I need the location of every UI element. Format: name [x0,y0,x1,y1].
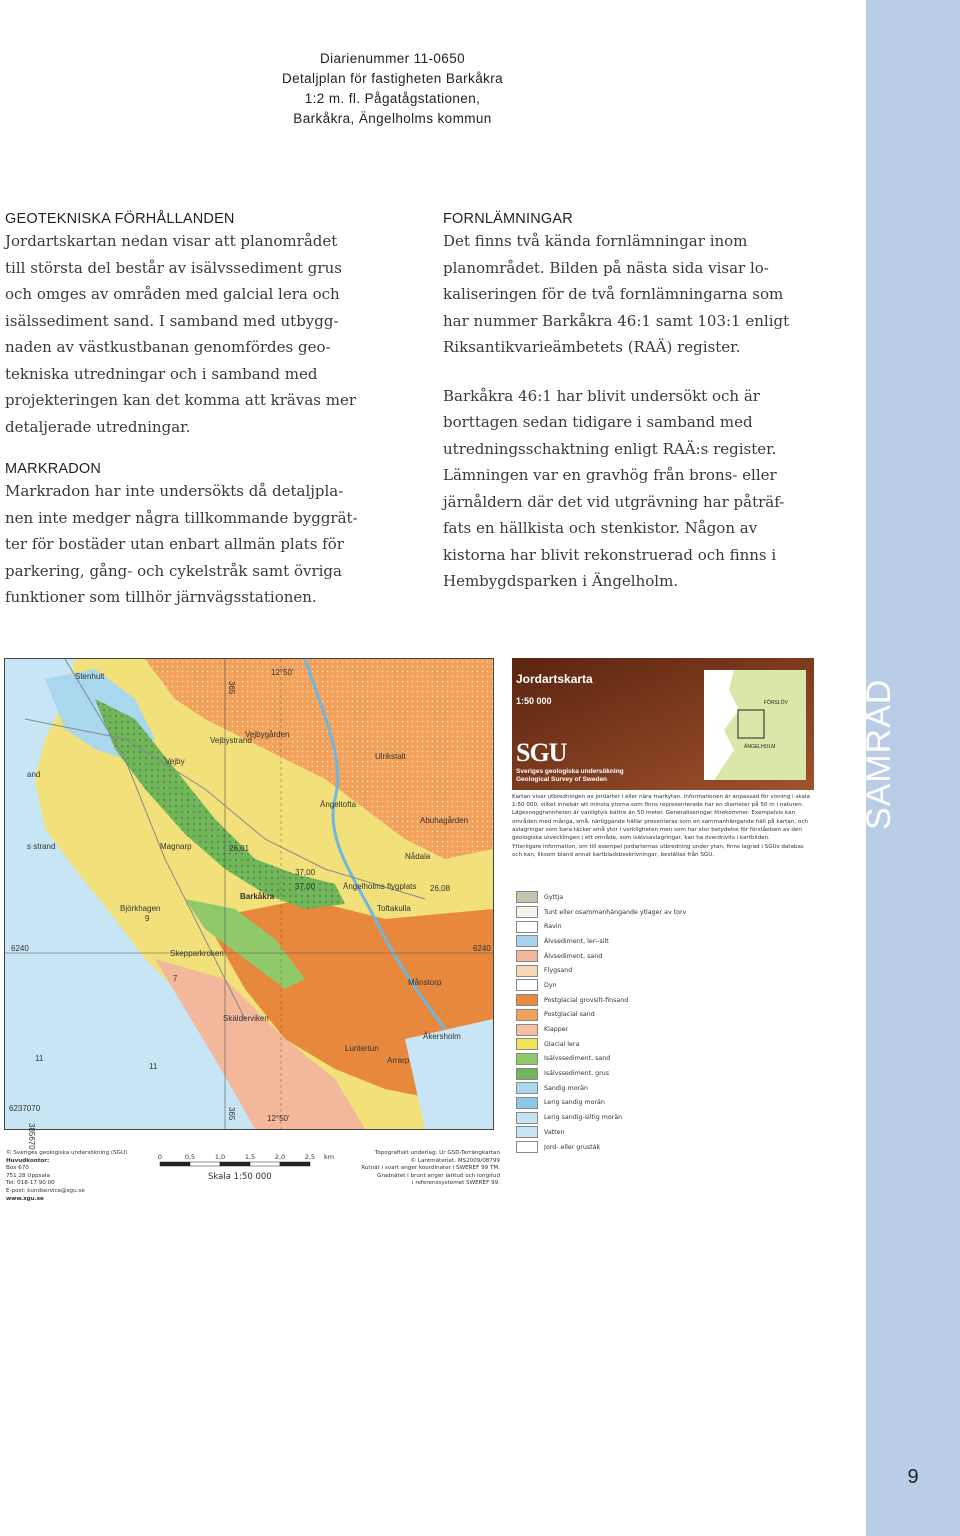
text-line: detaljerade utredningar. [5,417,191,436]
scale-tick-label: 0 [157,1153,163,1161]
topo-line: i referenssystemet SWEREF 99. [411,1180,500,1187]
legend-item [516,919,746,934]
sgu-name-en: Geological Survey of Sweden [516,776,608,783]
legend-desc-p2: Ytterligare information, om till exempel jordarternas utbredning under ytan, finns lagrad i SGUs databas och kan, liksom bland annat kartbladsbeskrivningar, beställas från SGU. [512,844,804,859]
inset-frame [738,710,764,738]
place-abuhagarden: Abuhagården [420,816,469,825]
legend-swatch [516,965,538,977]
geotechnical-heading: GEOTEKNISKA FÖRHÅLLANDEN [5,211,235,227]
text-line: kistorna har blivit rekonstruerad och finns i [443,545,777,564]
grid-label-bottom: 365 [227,1107,236,1121]
right-column [443,210,853,595]
legend-item [516,1081,746,1096]
legend-swatch [516,1038,538,1050]
legend-label: Tunt eller osammanhängande ytlager av torv [544,908,687,916]
legend-label: Sandig morän [544,1084,589,1092]
legend-item [516,1022,746,1037]
legend-swatch [516,1009,538,1021]
legend-swatch [516,1068,538,1080]
soil-map-graphic [5,659,493,1150]
legend-item [516,963,746,978]
text-line: Riksantikvarieämbetets (RAÄ) register. [443,338,741,356]
scale-bar [150,1150,350,1190]
scale-segment [190,1162,220,1166]
place-vejby: Vejby [165,757,185,766]
scale-unit: km [324,1153,335,1161]
text-line: Hembygdsparken i Ängelholm. [443,572,679,590]
depth-9: 9 [145,914,150,923]
place-angelholms-flygplats: Ängelholms flygplats [343,882,417,891]
legend-swatch [516,921,538,933]
heritage-text-1 [443,228,853,361]
legend-swatch [516,1141,538,1153]
credit-line: 751 28 Uppsala [6,1172,50,1179]
place-skepparkroken: Skepparkroken [170,949,224,958]
place-angeltofta: Ängeltofta [320,800,357,809]
legend-label: Klapper [544,1026,569,1034]
scale-tick-label: 1,0 [214,1153,226,1161]
place-arrarp: Arrarp [387,1056,410,1065]
legend-label: Isälvssediment, grus [544,1070,609,1078]
credit-line: Huvudkontor: [6,1157,50,1164]
legend-item [516,1008,746,1023]
radon-heading: MARKRADON [5,461,102,477]
place-barkakra: Barkåkra [240,892,275,901]
soil-map [4,658,494,1150]
topo-line: © Lantmäteriet. MS2009/08799 [410,1157,500,1164]
text-line: Jordartskartan nedan visar att planområdet [5,232,338,250]
legend-label: Postglacial grovsilt-finsand [544,996,629,1004]
text-line: projekteringen kan det komma att krävas mer [5,391,356,409]
legend-label: Flygsand [544,967,573,975]
legend-item [516,1052,746,1067]
legend-label: Älvsediment, sand [544,952,603,960]
legend-label: Lerig sandig morän [544,1099,605,1107]
heritage-heading: FORNLÄMNINGAR [443,211,573,227]
place-skalderviken: Skälderviken [223,1014,269,1023]
place-nadala: Nådala [405,852,431,861]
text-line: parkering, gång- och cykelstråk samt övriga [5,561,342,580]
topo-credit [360,1150,500,1188]
elev-2608: 26,08 [430,884,451,893]
place-strand: s strand [27,842,56,851]
legend-swatch [516,891,538,903]
legend-label: Postglacial sand [544,1011,595,1019]
legend-swatch [516,1112,538,1124]
credit-block [6,1150,127,1203]
text-line: borttagen sedan tidigare i samband med [443,413,753,431]
legend-swatch [516,979,538,991]
legend-item [516,890,746,905]
document-header [250,49,535,129]
legend-swatch [516,906,538,918]
text-line: och omges av områden med galcial lera och [5,285,340,303]
text-line: ter för bostäder utan enbart allmän plats för [5,535,344,553]
legend-swatch [516,1082,538,1094]
legend-label: Älvsediment, ler--silt [544,937,609,945]
text-line: nen inte medger några tillkommande byggrät- [5,508,358,527]
place-manstorp: Månstorp [408,978,442,987]
left-column [5,210,410,611]
legend-item [516,949,746,964]
legend-swatch [516,1097,538,1109]
samrad-stamp: SAMRÅD [860,678,898,830]
header-line-2: Detaljplan för fastigheten Barkåkra [281,71,504,86]
depth-11a: 11 [35,1054,44,1063]
elev-3700b: 37,00 [295,868,316,877]
legend-item [516,1066,746,1081]
place-bjorkhagen: Björkhagen [120,904,161,913]
legend-swatch [516,1126,538,1138]
text-line: utredningsschaktning enligt RAÄ:s register. [443,439,777,458]
text-line: isälssediment sand. I samband med utbygg- [5,311,339,330]
scale-tick-label: 2,5 [304,1153,316,1161]
credit-line: E-post: kundservice@sgu.se [6,1187,85,1194]
header-line-4: Barkåkra, Ängelholms kommun [293,111,492,126]
legend-title: Jordartskarta [516,672,593,686]
grid-label-right: 6240 [473,944,491,953]
credit-line: www.sgu.se [6,1195,44,1202]
credit-line: Box 670 [6,1165,29,1172]
place-magnarp: Magnarp [160,842,192,851]
scale-segment [220,1162,250,1166]
credit-line: © Sveriges geologiska undersökning (SGU) [6,1150,128,1156]
topo-line: Rutnät i svart anger koordinater i SWEREF 99 TM. [361,1165,500,1172]
place-vejbygarden: Vejbygården [245,730,290,739]
text-line: kaliseringen för de två fornlämningarna som [443,285,784,303]
topo-line: Gradnätet i brunt anger latitud och longitud [376,1172,500,1179]
corner-coord-x: 385670 [27,1123,36,1150]
legend-item [516,1125,746,1140]
inset-map-graphic [704,670,806,780]
inset-label-forslov: FÖRSLÖV [764,700,788,706]
text-line: tekniska utredningar och i samband med [5,364,318,383]
text-line: Barkåkra 46:1 har blivit undersökt och är [443,386,760,405]
legend-item [516,1140,746,1155]
corner-coord-y: 6237070 [9,1104,41,1113]
legend-swatch [516,935,538,947]
text-line: naden av västkustbanan genomfördes geo- [5,338,331,356]
sgu-logo: SGU [516,738,567,767]
scale-label: Skala 1:50 000 [208,1172,272,1182]
legend-item [516,993,746,1008]
scale-segment [280,1162,310,1166]
scale-segment [160,1162,190,1166]
scale-segment [250,1162,280,1166]
text-line: fats en hällkista och stenkistor. Någon av [443,519,758,537]
topo-line: Topografiskt underlag: Ur GSD-Terrängkartan [374,1150,500,1156]
place-akersholm: Åkersholm [423,1032,461,1041]
elev-3700: 37,00 [295,882,316,891]
legend-swatch [516,1053,538,1065]
header-line-3: 1:2 m. fl. Pågatågstationen, [304,91,481,106]
legend-label: Isälvssediment, sand [544,1055,611,1063]
heritage-text-2 [443,383,853,595]
geotechnical-text [5,228,410,440]
legend-item [516,1096,746,1111]
depth-11b: 11 [149,1062,158,1071]
scale-tick-label: 1,5 [244,1153,256,1161]
inset-map [704,670,806,780]
scale-tick-label: 2,0 [274,1153,286,1161]
legend-item [516,905,746,920]
legend-label: Dyn [544,981,557,989]
text-line: funktioner som tillhör järnvägsstationen. [5,588,317,606]
legend-swatch [516,950,538,962]
sgu-name-sv: Sveriges geologiska undersökning [516,768,624,775]
legend-label: Jord- eller grusták [544,1143,601,1151]
legend-item [516,978,746,993]
legend-label: Ravin [544,923,562,931]
text-line: planområdet. Bilden på nästa sida visar lo- [443,258,769,277]
grid-label-top: 365 [227,681,236,695]
legend-scale: 1:50 000 [516,696,552,706]
text-line: har nummer Barkåkra 46:1 samt 103:1 enligt [443,311,790,330]
legend-desc-p1: Kartan visar utbredningen av jordarter i eller nära markytan. Informationen är anpassad för visning i skala 1:50 000, vilket innebär att minsta ytorna som finns representerade har en diameter på 50 m i naturen. Lägesnoggrannheten är vanligtvis bättre än 50 meter. Generaliseringar förekommer. Exempelvis kan områden med många, små, närliggande hällar presenteras som en sammanhängande häll på kartan, och avlagringar som bara täcker små ytor i verkligheten men som har stor betydelse för förståelsen av den geologiska utvecklingen i ett område, som isälvsavlagringar, kan ha överdrivits i kartbilden. [512,794,810,842]
header-line-1: Diarienummer 11-0650 [319,51,466,66]
place-ulrikstalt: Ulrikstalt [375,752,406,761]
grid-label-left: 6240 [11,944,29,953]
legend-item [516,1037,746,1052]
place-land: and [27,770,41,779]
legend-label: Lerig sandig-siltig morän [544,1114,623,1122]
legend-label: Gyttja [544,893,564,901]
radon-text [5,478,410,611]
credit-line: Tel: 018-17 90 00 [6,1180,55,1187]
text-line: Lämningen var en gravhög från brons- eller [443,466,777,484]
legend-item [516,934,746,949]
legend-label: Vatten [544,1128,565,1136]
coord-label-top: 12°50' [271,668,294,677]
elev-2601: 26,01 [229,844,250,853]
text-line: Markradon har inte undersökts då detaljpla- [5,482,344,500]
text-line: Det finns två kända fornlämningar inom [443,232,748,250]
depth-7: 7 [173,974,178,983]
coord-label-bottom: 12°50' [267,1114,290,1123]
inset-sea [704,670,739,780]
scale-tick-label: 0,5 [184,1153,196,1161]
legend-label: Glacial lera [544,1040,580,1048]
legend-swatch [516,1024,538,1036]
place-vejbystrand: Vejbystrand [210,736,252,745]
place-toftakulla: Toftakulla [377,904,411,913]
text-line: järnåldern där det vid utgrävning har påträf- [443,492,785,511]
legend-list [516,890,746,1154]
inset-label-angelholm: ÄNGELHOLM [744,744,776,750]
legend-swatch [516,994,538,1006]
text-line: till största del består av isälvssediment grus [5,258,342,277]
legend-description [512,793,814,861]
place-stenhult: Stenhult [75,672,105,681]
legend-item [516,1110,746,1125]
place-luntertun: Luntertun [345,1044,379,1053]
page-number: 9 [907,1466,919,1488]
